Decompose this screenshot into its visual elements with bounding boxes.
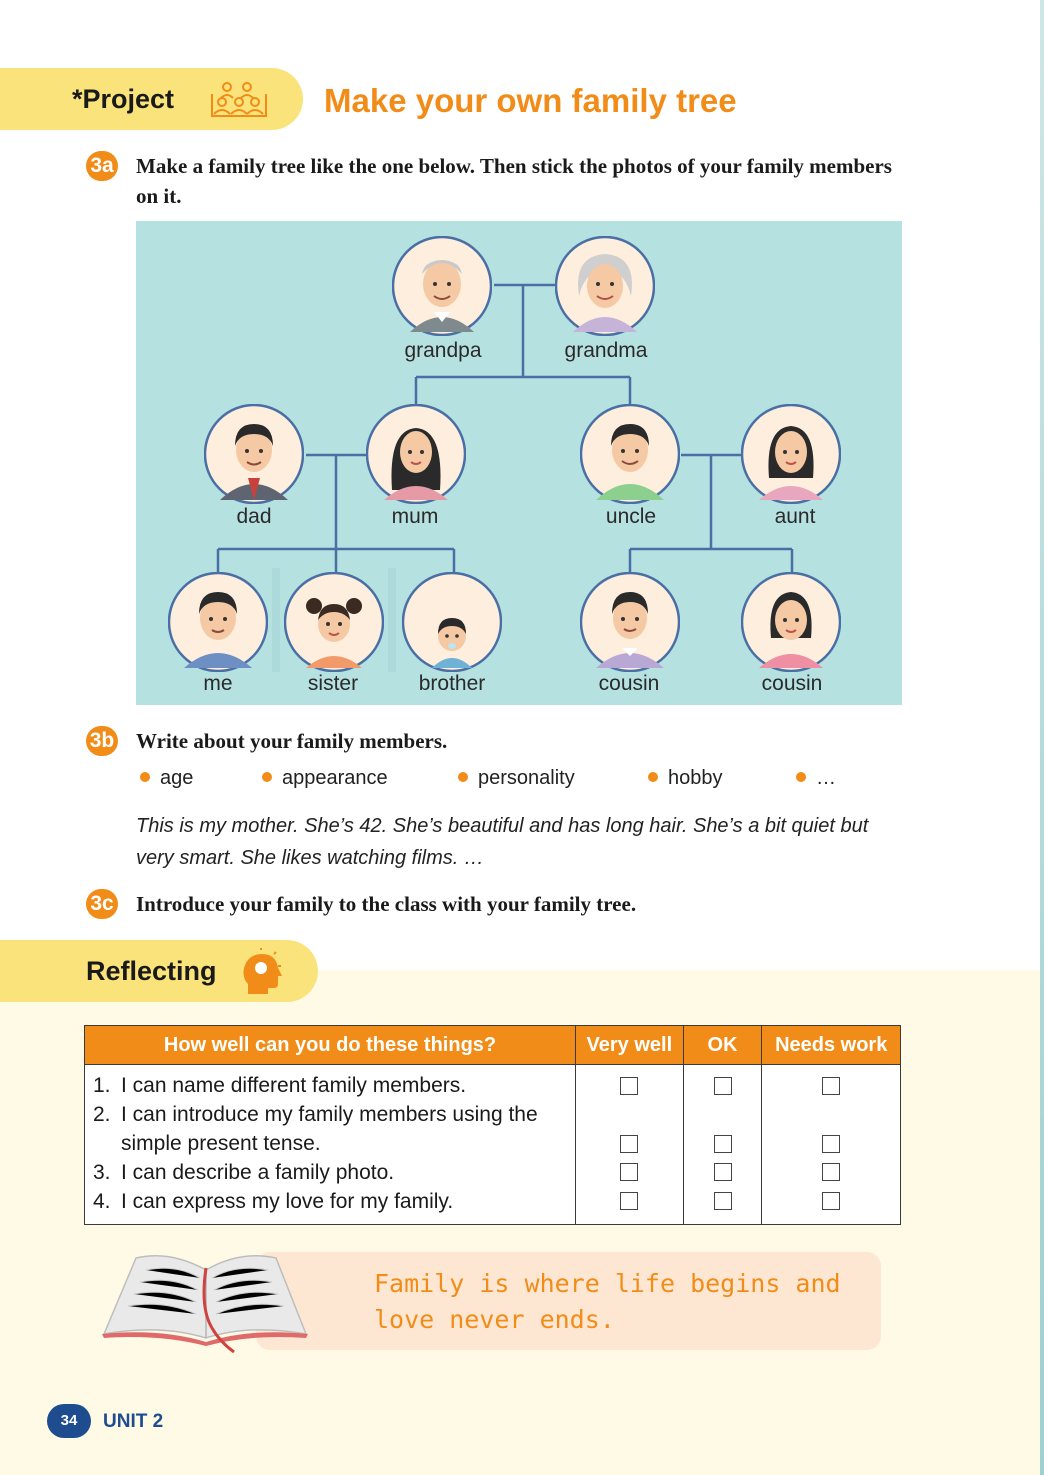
- task-badge-3a: 3a: [86, 151, 118, 181]
- task-3c-instruction: Introduce your family to the class with your family tree.: [136, 892, 637, 916]
- open-book-icon: [100, 1248, 310, 1358]
- header-skills: How well can you do these things?: [85, 1026, 576, 1065]
- grandma-avatar-icon: [555, 236, 655, 336]
- task-3b-instruction: Write about your family members.: [136, 729, 448, 753]
- cousin-boy-avatar-icon: [580, 572, 680, 672]
- label-brother: brother: [418, 672, 486, 695]
- list-item: 2. I can introduce my family members using the simple present tense.: [93, 1103, 538, 1155]
- label-sister: sister: [307, 672, 359, 695]
- task-3a-instruction: Make a family tree like the one below. Then stick the photos of your family members on it.: [136, 154, 892, 208]
- checkbox-ok-4[interactable]: [714, 1192, 732, 1210]
- list-item: 4. I can express my love for my family.: [93, 1190, 454, 1213]
- project-label: *Project: [72, 84, 175, 114]
- uncle-avatar-icon: [580, 404, 680, 504]
- checkbox-very-well-1[interactable]: [620, 1077, 638, 1095]
- ok-column: [683, 1065, 762, 1225]
- label-me: me: [203, 672, 233, 695]
- checkbox-ok-3[interactable]: [714, 1163, 732, 1181]
- brother-avatar-icon: [402, 572, 502, 672]
- bullet-more: …: [796, 767, 836, 790]
- very-well-column: [576, 1065, 684, 1225]
- sister-avatar-icon: [284, 572, 384, 672]
- page-number: 34: [47, 1404, 91, 1438]
- label-aunt: aunt: [774, 505, 816, 528]
- checkbox-very-well-4[interactable]: [620, 1192, 638, 1210]
- label-cousin-1: cousin: [598, 672, 660, 695]
- checkbox-very-well-2[interactable]: [620, 1135, 638, 1153]
- checkbox-very-well-3[interactable]: [620, 1163, 638, 1181]
- task-badge-3c: 3c: [86, 889, 118, 919]
- reflection-table: [84, 1025, 901, 1225]
- aunt-avatar-icon: [741, 404, 841, 504]
- cousin-girl-avatar-icon: [741, 572, 841, 672]
- header-needs-work: Needs work: [762, 1026, 901, 1065]
- me-avatar-icon: [168, 572, 268, 672]
- mum-avatar-icon: [366, 404, 466, 504]
- unit-label: UNIT 2: [103, 1411, 164, 1432]
- bullet-personality: personality: [458, 767, 575, 790]
- reflecting-label: Reflecting: [86, 956, 217, 986]
- dad-avatar-icon: [204, 404, 304, 504]
- label-cousin-2: cousin: [761, 672, 823, 695]
- header-ok: OK: [683, 1026, 762, 1065]
- skills-list: [85, 1065, 576, 1225]
- header-very-well: Very well: [576, 1026, 684, 1065]
- quote-text: Family is where life begins and love never ends.: [374, 1269, 841, 1334]
- list-item: 3. I can describe a family photo.: [93, 1161, 395, 1184]
- example-paragraph: This is my mother. She’s 42. She’s beautiful and has long hair. She’s a bit quiet but very smart. She likes watching films. …: [136, 815, 869, 869]
- label-grandma: grandma: [564, 339, 648, 362]
- bullet-age: age: [140, 767, 193, 790]
- label-grandpa: grandpa: [404, 339, 482, 362]
- lightbulb-head-icon: [240, 948, 282, 996]
- needs-work-column: [762, 1065, 901, 1225]
- grandpa-avatar-icon: [392, 236, 492, 336]
- checkbox-needs-work-1[interactable]: [822, 1077, 840, 1095]
- bullet-hobby: hobby: [648, 767, 723, 790]
- list-item: 1. I can name different family members.: [93, 1074, 467, 1097]
- checkbox-ok-2[interactable]: [714, 1135, 732, 1153]
- checkbox-needs-work-3[interactable]: [822, 1163, 840, 1181]
- bullet-appearance: appearance: [262, 767, 388, 790]
- project-title: Make your own family tree: [324, 82, 737, 119]
- label-dad: dad: [236, 505, 272, 528]
- checkbox-needs-work-2[interactable]: [822, 1135, 840, 1153]
- checkbox-ok-1[interactable]: [714, 1077, 732, 1095]
- label-uncle: uncle: [605, 505, 657, 528]
- checkbox-needs-work-4[interactable]: [822, 1192, 840, 1210]
- task-badge-3b: 3b: [86, 726, 118, 756]
- label-mum: mum: [391, 505, 439, 528]
